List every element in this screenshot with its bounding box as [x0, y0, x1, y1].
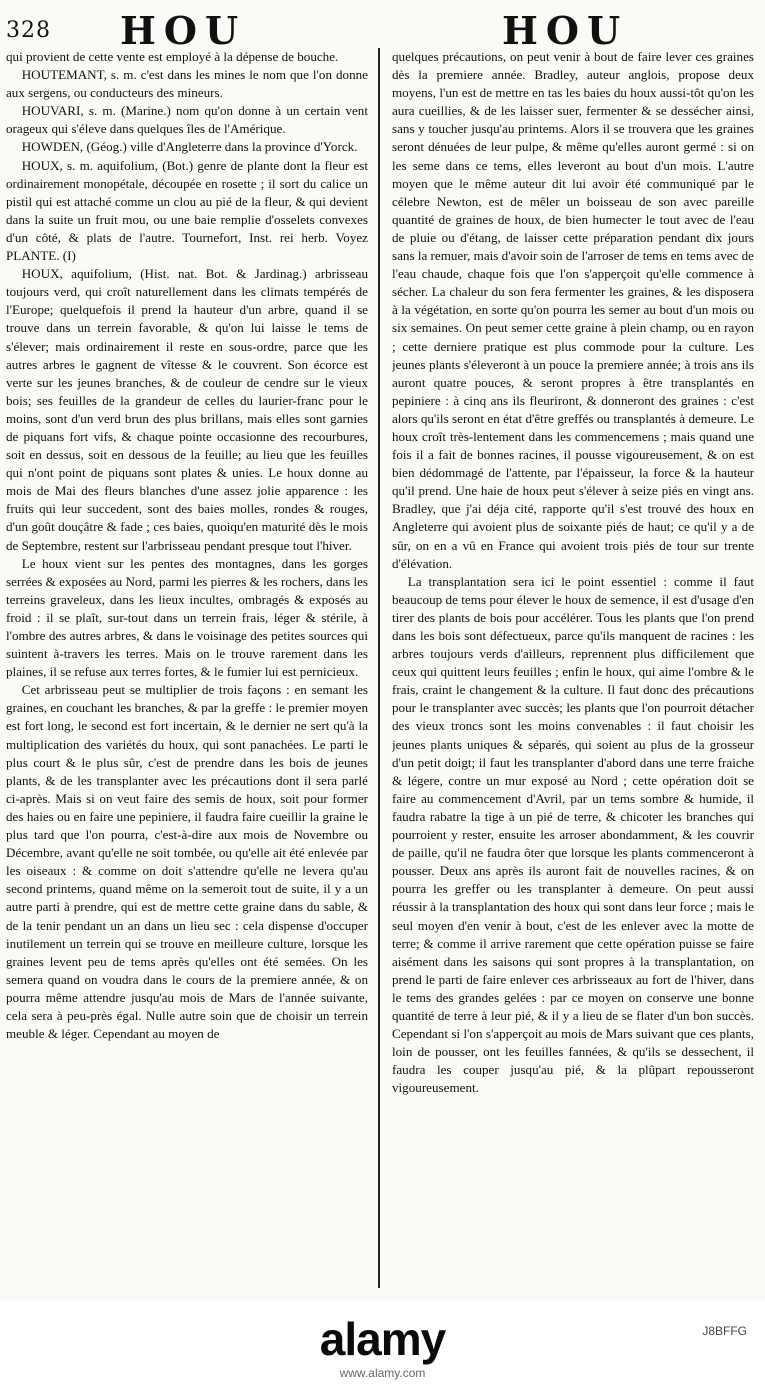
column-divider: [378, 48, 380, 1288]
entry-houtemant: HOUTEMANT, s. m. c'est dans les mines le nom que l'on donne aux sergens, ou conducteurs des mineurs.: [6, 67, 368, 101]
entry-houvari: HOUVARI, s. m. (Marine.) nom qu'on donne à un certain vent orageux qui s'éleve dans quelques îles de l'Amérique.: [6, 103, 368, 137]
paragraph: Cet arbrisseau peut se multiplier de trois façons : en semant les graines, en couchant les branches, & par la greffe : le premier moyen est fort long, le second est fort incertain, & le dernier ne sert qu'à la multiplication des variétés du houx, qui sont panachées. Le parti le plus court & le plus sûr, c'est de prendre dans les bois de jeunes plants, & de les transplanter avec les précautions dont il sera parlé ci-après. Mais si on veut faire des semis de houx, soit pour former des haies ou en faire une pepiniere, il faudra faire cueillir la graine le plus tard que l'on pourra, c'est-à-dire aux mois de Novembre ou Décembre, avant qu'elle ne soit tombée, ou qu'elle ait été enlevée par les oiseaux : & comme on doit s'attendre qu'elle ne levera qu'au second printems, quand même on la semeroit tout de suite, il y a un autre parti à prendre, qui est de mettre cette graine dans du sable, & de la tenir pendant un an dans un lieu sec : cela dispense d'occuper inutilement un terrein qui se trouve en meilleure culture, lorsque les graines levent peu de tems après qu'elles ont été semées. On les semera quand on voudra dans le cours de la premiere année, & on pourra même attendre jusqu'au mois de Mars de l'année suivante, cela sera à peu-près égal. Nulle autre soin que de choisir un terrein meuble & léger. Cependant au moyen de: [6, 682, 368, 1042]
paragraph: La transplantation sera ici le point essentiel : comme il faut beaucoup de tems pour élever le houx de semence, il est d'usage d'en tirer des plants de bois pour accélérer. Tous les plants que l'on prend dans les bois sont défectueux, parce qu'ils manquent de racines : les arbres toujours verds d'ailleurs, reprennent plus difficilement que ceux qui quittent leurs feuilles ; enfin le houx, qui aime l'ombre & le frais, craint le changement & la culture. Il faut donc des précautions pour le transplanter avec succès; les plants que l'on pourroit détacher des vieux troncs sont les moins convenables : il faut choisir les jeunes plants uniques & séparés, qui soient au plus de la grosseur d'un petit doigt; il faut les transplanter d'abord dans une terre fraiche & légere, contre un mur exposé au Nord ; cette opération doit se faire au commencement d'Avril, par un tems sombre & humide, il faudra rabatre la tige à un pié de terre, & chicoter les branches qui pourroient y rester, ensuite les arroser abondamment, & les couvrir de paille, qu'il ne faudra ôter que lorsque les plants commenceront à pousser. Deux ans après ils auront fait de nouvelles racines, & on pourra les greffer ou les transplanter à demeure. On peut aussi réussir à la transplantation des houx qui sont dans leur force ; mais le seul moyen d'en venir à bout, c'est de les enlever avec la motte de terre; & comme il arrive rarement que cette opération puisse se faire aisément dans les saisons qui sont propres à la transplantation, on prend le parti de faire enlever ces arbrisseaux au fort de l'hiver, dans le tems des grandes gelées : par ce moyen on conserve une bonne quantité de terre à leur pié, & il y a lieu de se flater d'un bon succès. Cependant si l'on s'apperçoit au mois de Mars suivant que ces plants, loin de pousser, ont les feuilles fannées, & qu'ils se dessechent, il faudra les couper jusqu'au pié, & la plûpart repousseront vigoureusement.: [392, 573, 754, 1096]
running-head-right: HOU: [502, 8, 629, 53]
entry-houx-hist-nat: HOUX, aquifolium, (Hist. nat. Bot. & Jardinag.) arbrisseau toujours verd, qui croît naturellement dans les climats tempérés de l'Europe; quelquefois il prend la hauteur d'un arbre, quand il se trouve dans un terrein favorable, & qu'on lui laisse le tems de s'élever; mais ordinairement il reste en sous-ordre, parce que les autres arbres le gagnent de vîtesse & le couvrent. Son écorce est verte sur les jeunes branches, & de couleur de cendre sur le vieux bois; ses feuilles de la grandeur de celles du laurier-franc pour le moins, sont d'un verd brun des plus brillans, mais elles sont garnies de piquans fort vifs, & chaque pointe occasionne des recourbures, soit en dessus, soit en dessous de la feuille; au lieu que les feuilles qui n'ont point de piquans sont plates & unies. Le houx donne au mois de Mai des fleurs blanches d'une assez jolie apparence : les fruits qui leur succedent, sont des baies molles, rondes & rouges, d'un goût douçâtre & fade ; ces baies, quoiqu'en maturité dès le mois de Septembre, restent sur l'arbrisseau pendant presque tout l'hiver.: [6, 266, 368, 553]
paragraph: quelques précautions, on peut venir à bout de faire lever ces graines dès la premiere année. Bradley, auteur anglois, propose deux moyens, l'un est de mettre en tas les baies du houx aussi-tôt qu'on les aura cueillies, & de les laisser suer, fermenter & se dessécher ainsi, sans y toucher jusqu'au printems. Alors il se trouvera que les graines seront dénuées de leur pulpe, & même qu'elles auront germé : si on les seme dans ce tems, elles leveront au bout d'un mois. L'autre moyen que le même auteur dit lui avoir été communiqué par le célebre Newton, est de mêler un boisseau de son avec pareille quantité de graines de houx, de bien humecter le tout avec de l'eau de pluie ou d'étang, de laisser cette préparation pendant dix jours sans la remuer, mais d'avoir soin de l'arroser de tems en tems avec de l'eau chaude, chaque fois que l'on s'apperçoit qu'elle commence à sécher. La chaleur du son fera fermenter les graines, & les disposera à la végétation, en sorte qu'on pourra les semer au bout d'un mois ou six semaines. On peut semer cette graine à plein champ, ou en rayon ; cette derniere pratique est plus commode pour la culture. Les jeunes plants s'éleveront à un pouce la premiere année; à trois ans ils auront quatre pouces, & seront propres à être transplantés en pepiniere : à cinq ans ils fleuriront, & donneront des graines : c'est alors qu'ils seront en état d'être greffés ou transplantés à demeure. Le houx croît très-lentement dans les commencemens ; mais quand une fois il a fait de bonnes racines, il pousse vigoureusement, & on est bien dédommagé de l'attente, par l'épaisseur, la force & la hauteur qu'il prend. Une haie de houx peut s'élever à seize piés en vingt ans. Bradley, que j'ai déja cité, rapporte qu'il s'est trouvé des houx en Angleterre qui avoient plus de soixante piés de haut; ce qu'il y a de sûr, on en a vû en France qui avoient trois piés de tour sur trente d'élévation.: [392, 49, 754, 571]
page-number: 328: [6, 18, 51, 43]
watermark-bar: [0, 1300, 765, 1390]
left-column: [6, 48, 368, 1288]
watermark-url: www.alamy.com: [339, 1366, 426, 1380]
page-header: [0, 8, 765, 53]
image-code: J8BFFG: [702, 1324, 747, 1338]
running-head-left: HOU: [120, 8, 247, 53]
watermark-logo: alamy: [319, 1313, 446, 1365]
entry-houx-bot: HOUX, s. m. aquifolium, (Bot.) genre de plante dont la fleur est ordinairement monopétale, découpée en rosette ; il sort du calice un pistil qui est attaché comme un clou au pié de la fleur, & qui devient dans la suite un fruit mou, ou une baie remplie d'osselets convexes d'un côté, & plats de l'autre. Tournefort, Inst. rei herb. Voyez PLANTE. (I): [6, 157, 368, 264]
paragraph: qui provient de cette vente est employé à la dépense de bouche.: [6, 49, 339, 64]
right-column: [392, 48, 754, 1288]
entry-howden: HOWDEN, (Géog.) ville d'Angleterre dans la province d'Yorck.: [21, 139, 358, 155]
paragraph: Le houx vient sur les pentes des montagnes, dans les gorges serrées & exposées au Nord, parmi les pierres & les rochers, dans les terreins graveleux, dans les lieux incultes, ombragés & exposés au froid : il se plaît, sur-tout dans un terrein frais, léger & stérile, à l'ombre des autres arbres, & dans le voisinage des petites sources qui suintent à-travers les terres. Mais on le trouve rarement dans les plaines, il se refuse aux terres fortes, & le fumier lui est pernicieux.: [6, 555, 368, 680]
